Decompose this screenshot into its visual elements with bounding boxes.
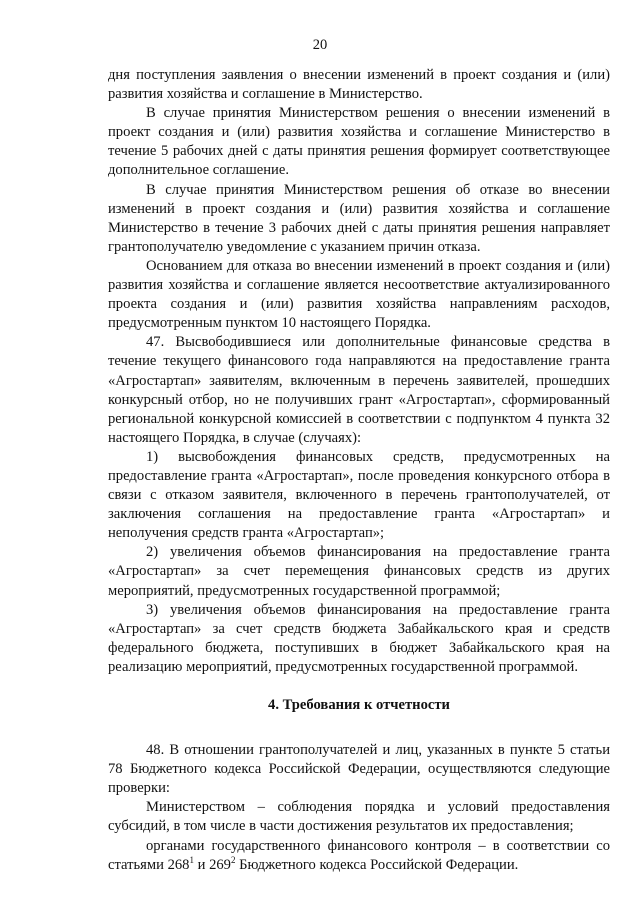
superscript: 2 (230, 854, 236, 865)
section-heading: 4. Требования к отчетности (268, 697, 450, 713)
paragraph: дня поступления заявления о внесении изменений в проект создания и (или) развития хозяйства и соглашение в Министерство. (108, 67, 610, 103)
paragraph-clause-47: 47. Высвободившиеся или дополнительные финансовые средства в течение текущего финансового года направляются на предоставление гранта «Агростартап» заявителям, включенным в перечень заявителей, прошедших конкурсный отбор, но не получивших грант «Агростартап», сформированный региональной конкурсной комиссией в соответствии с подпунктом 4 пункта 32 настоящего Порядка, в случае (случаях): (108, 334, 610, 446)
spacer (108, 677, 610, 696)
document-body (108, 66, 610, 875)
text-run: органами государственного финансового контроля – в соответствии со статьями 268 (108, 837, 610, 873)
paragraph: Министерством – соблюдения порядка и условий предоставления субсидий, в том числе в части достижения результатов их предоставления; (108, 799, 610, 835)
list-item: 2) увеличения объемов финансирования на предоставление гранта «Агростартап» за счет перемещения финансовых средств из других мероприятий, предусмотренных государственной программой; (108, 544, 610, 599)
paragraph: Основанием для отказа во внесении изменений в проект создания и (или) развития хозяйства и соглашение является несоответствие актуализированного проекта создания и (или) развития хозяйства направлениям расходов, предусмотренным пунктом 10 настоящего Порядка. (108, 257, 610, 332)
paragraph: В случае принятия Министерством решения об отказе во внесении изменений в проект создания и (или) развития хозяйства и соглашение Министерство в течение 3 рабочих дней с даты принятия решения направляет грантополучателю уведомление с указанием причин отказа. (108, 181, 610, 255)
list-item: 3) увеличения объемов финансирования на предоставление гранта «Агростартап» за счет средств бюджета Забайкальского края и средств федерального бюджета, поступивших в бюджет Забайкальского края на реализацию мероприятий, предусмотренных государственной программой. (108, 601, 610, 675)
paragraph-clause-48: 48. В отношении грантополучателей и лиц, указанных в пункте 5 статьи 78 Бюджетного кодекса Российской Федерации, осуществляются следующие проверки: (108, 742, 610, 797)
text-run: и 269 (193, 856, 231, 873)
text-run: Бюджетного кодекса Российской Федерации. (235, 856, 519, 873)
page-number: 20 (312, 37, 328, 53)
superscript: 1 (189, 854, 194, 865)
spacer (108, 715, 610, 741)
paragraph: В случае принятия Министерством решения о внесении изменений в проект создания и (или) развития хозяйства и соглашение Министерство в течение 5 рабочих дней с даты принятия решения формирует соответствующее дополнительное соглашение. (108, 105, 610, 179)
paragraph-with-superscripts (108, 837, 610, 875)
list-item: 1) высвобождения финансовых средств, предусмотренных на предоставление гранта «Агростартап», после проведения конкурсного отбора в связи с отказом заявителя, включенного в перечень грантополучателей, от заключения соглашения на предоставление гранта «Агростартап» и неполучения средств гранта «Агростартап»; (108, 448, 610, 542)
